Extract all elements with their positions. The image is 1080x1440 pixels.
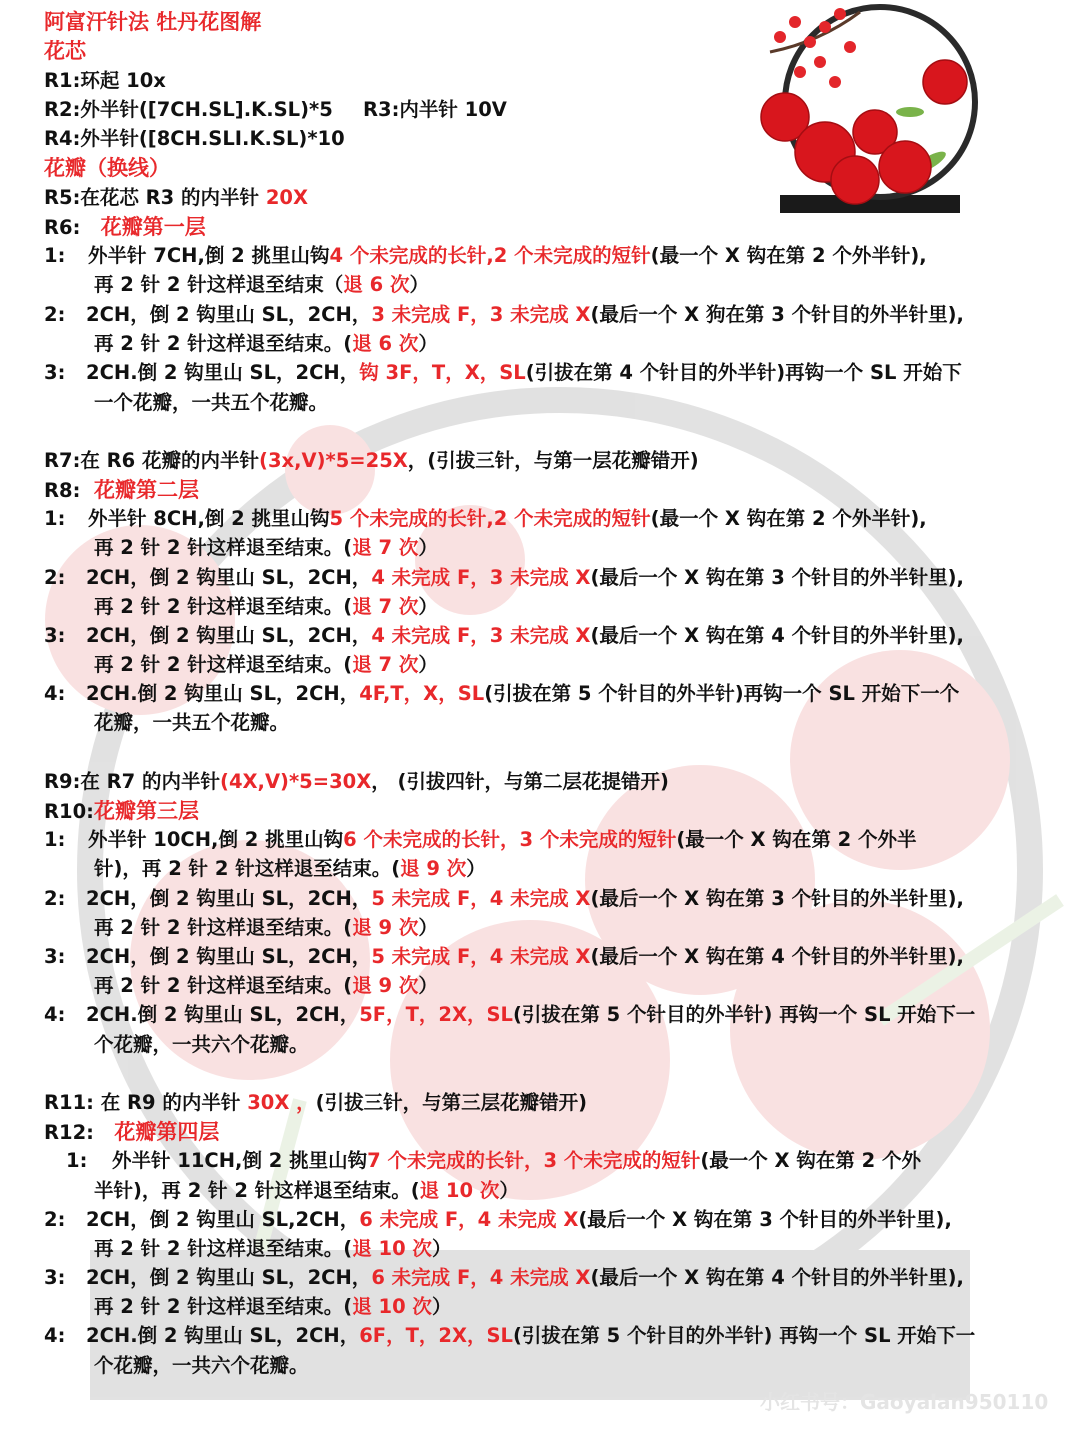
step-number: 2: — [44, 303, 66, 326]
row-r6-heading — [44, 213, 206, 242]
r5-count: 20X — [265, 186, 309, 209]
step-number: 4: — [44, 1324, 66, 1347]
r8-step-1 — [44, 505, 927, 533]
step-highlight: 3 未完成 F，3 未完成 X — [371, 303, 591, 326]
repeat-count: 退 7 次 — [352, 595, 419, 618]
r10-step-3-cont — [94, 972, 438, 1000]
step-highlight: 6 未完成 F，4 未完成 X — [371, 1266, 591, 1289]
r11-note: (引拔三针，与第三层花瓣错开) — [315, 1091, 587, 1114]
repeat-count: 退 9 次 — [400, 857, 467, 880]
row-r11 — [44, 1089, 587, 1117]
step-text: 再 2 针 2 针这样退至结束。( — [94, 1295, 353, 1318]
step-highlight: 5 个未完成的长针,2 个未完成的短针 — [329, 507, 651, 530]
step-text: (最后一个 X 钩在第 4 个针目的外半针里), — [590, 1266, 964, 1289]
step-text: ） — [431, 1295, 452, 1318]
core-heading: 花芯 — [44, 39, 86, 63]
step-text: ） — [418, 974, 438, 997]
repeat-count: 退 6 次 — [343, 273, 410, 296]
repeat-count: 退 10 次 — [419, 1179, 500, 1202]
row-r12-heading — [44, 1118, 219, 1147]
step-text: 再 2 针 2 针这样退至结束。( — [94, 332, 353, 355]
row-r4: R4:外半针([8CH.SLI.K.SL)*10 — [44, 127, 345, 150]
step-text: (最一个 X 钩在第 2 个外半针), — [650, 507, 927, 530]
r9-note: ， (引拔四针，与第二层花提错开) — [371, 770, 669, 793]
step-highlight: 4 未完成 F，3 未完成 X — [371, 624, 591, 647]
row-r10-heading — [44, 797, 199, 826]
step-highlight: 4 未完成 F，3 未完成 X — [371, 566, 591, 589]
r6-step-3 — [44, 359, 962, 387]
r10-step-4 — [44, 1001, 975, 1029]
repeat-count: 退 10 次 — [352, 1295, 432, 1318]
repeat-count: 退 7 次 — [352, 536, 419, 559]
watermark-text: 小红书号：Gaoyalan950110 — [760, 1390, 1049, 1414]
row-r3: R3:内半针 10V — [363, 98, 507, 121]
step-text: 2CH.倒 2 钩里山 SL，2CH， — [86, 682, 360, 705]
step-number: 2: — [44, 1208, 66, 1231]
step-text: 2CH.倒 2 钩里山 SL，2CH， — [86, 1003, 360, 1026]
step-text: ） — [418, 536, 438, 559]
step-text: 2CH，倒 2 钩里山 SL，2CH， — [86, 1266, 372, 1289]
step-text: (最一个 X 钩在第 2 个外半针), — [650, 244, 927, 267]
step-text: (最后一个 X 钩在第 3 个针目的外半针里), — [590, 887, 964, 910]
step-highlight: 5F，T，2X，SL — [359, 1003, 513, 1026]
row-r1: R1:环起 10x — [44, 69, 166, 92]
r12-title: 花瓣第四层 — [114, 1120, 220, 1144]
r10-step-2 — [44, 885, 964, 913]
row-r2: R2:外半针([7CH.SL].K.SL)*5 — [44, 98, 333, 121]
petals-heading: 花瓣（换线） — [44, 156, 170, 180]
r10-label: R10: — [44, 800, 94, 823]
step-text: 再 2 针 2 针这样退至结束。( — [94, 595, 353, 618]
step-text: (最后一个 X 钩在第 4 个针目的外半针里), — [590, 945, 964, 968]
r5-text: R5:在花芯 R3 的内半针 — [44, 186, 266, 209]
r12-step-3 — [44, 1264, 964, 1292]
step-number: 4: — [44, 682, 66, 705]
step-text: ） — [418, 595, 438, 618]
r12-label: R12: — [44, 1121, 94, 1144]
step-text: (最后一个 X 钩在第 3 个针目的外半针里), — [578, 1208, 952, 1231]
step-text: ） — [431, 1237, 452, 1260]
step-highlight: 4F,T，X，SL — [359, 682, 485, 705]
repeat-count: 退 9 次 — [352, 916, 419, 939]
step-text: 再 2 针 2 针这样退至结束。( — [94, 916, 353, 939]
r8-step-3 — [44, 622, 964, 650]
step-text: ） — [418, 653, 438, 676]
step-number: 3: — [44, 1266, 66, 1289]
step-highlight: 5 未完成 F，4 未完成 X — [371, 945, 591, 968]
step-number: 3: — [44, 624, 66, 647]
r7-text: R7:在 R6 花瓣的内半针 — [44, 449, 260, 472]
peony-hoop-photo — [760, 2, 990, 222]
row-r7 — [44, 447, 699, 475]
step-number: 1: — [44, 828, 66, 851]
r12-step-1-cont — [94, 1177, 519, 1205]
step-text: (引拔在第 4 个针目的外半针)再钩一个 SL 开始下 — [525, 361, 962, 384]
step-text: ） — [418, 332, 438, 355]
step-highlight: 6F，T，2X，SL — [359, 1324, 513, 1347]
r8-step-2-cont — [94, 593, 438, 621]
step-text: (最后一个 X 狗在第 3 个针目的外半针里), — [590, 303, 964, 326]
step-text: ） — [409, 273, 429, 296]
step-text: 2CH，倒 2 钩里山 SL，2CH， — [86, 303, 372, 326]
step-text: 外半针 8CH,倒 2 挑里山钩 — [88, 507, 330, 530]
step-text: 2CH.倒 2 钩里山 SL，2CH， — [86, 1324, 360, 1347]
step-text: 2CH，倒 2 钩里山 SL，2CH， — [86, 624, 372, 647]
r11-text: R11: 在 R9 的内半针 — [44, 1091, 248, 1114]
row-r8-heading — [44, 476, 199, 505]
step-text: 再 2 针 2 针这样退至结束。( — [94, 974, 353, 997]
r8-label: R8: — [44, 479, 81, 502]
step-text: ） — [499, 1179, 519, 1202]
step-number: 3: — [44, 945, 66, 968]
r6-step-2-cont — [94, 330, 438, 358]
step-text: 外半针 11CH,倒 2 挑里山钩 — [112, 1149, 368, 1172]
r8-step-1-cont — [94, 534, 438, 562]
r8-step-4-cont: 花瓣，一共五个花瓣。 — [94, 711, 290, 734]
step-text: (最后一个 X 钩在第 4 个针目的外半针里), — [590, 624, 964, 647]
r6-label: R6: — [44, 216, 81, 239]
row-r5 — [44, 184, 308, 212]
r6-step-1 — [44, 242, 927, 270]
r8-step-3-cont — [94, 651, 438, 679]
step-text: 针)，再 2 针 2 针这样退至结束。( — [94, 857, 401, 880]
document-title: 阿富汗针法 牡丹花图解 — [44, 10, 262, 34]
r12-step-3-cont — [94, 1293, 451, 1321]
step-number: 1: — [66, 1149, 88, 1172]
step-text: 2CH.倒 2 钩里山 SL，2CH， — [86, 361, 360, 384]
r7-formula: (3x,V)*5=25X — [259, 449, 408, 472]
step-number: 2: — [44, 566, 66, 589]
step-text: 外半针 7CH,倒 2 挑里山钩 — [88, 244, 330, 267]
r12-step-1 — [66, 1147, 921, 1175]
r10-step-1-cont — [94, 855, 486, 883]
step-number: 1: — [44, 507, 66, 530]
step-text: 半针)，再 2 针 2 针这样退至结束。( — [94, 1179, 420, 1202]
r10-step-1 — [44, 826, 917, 854]
step-highlight: 4 个未完成的长针,2 个未完成的短针 — [329, 244, 651, 267]
r12-step-4-cont: 个花瓣，一共六个花瓣。 — [94, 1354, 309, 1377]
step-number: 2: — [44, 887, 66, 910]
r12-step-2 — [44, 1206, 952, 1234]
step-highlight: 钩 3F，T，X，SL — [359, 361, 526, 384]
step-text: 外半针 10CH,倒 2 挑里山钩 — [88, 828, 344, 851]
step-number: 1: — [44, 244, 66, 267]
step-text: 2CH，倒 2 钩里山 SL，2CH， — [86, 887, 372, 910]
step-number: 4: — [44, 1003, 66, 1026]
r9-text: R9:在 R7 的内半针 — [44, 770, 221, 793]
r8-step-2 — [44, 564, 964, 592]
r6-step-1-cont — [94, 271, 429, 299]
step-text: (引拔在第 5 个针目的外半针)再钩一个 SL 开始下一个 — [484, 682, 960, 705]
r8-title: 花瓣第二层 — [93, 478, 199, 502]
repeat-count: 退 9 次 — [352, 974, 419, 997]
step-text: 再 2 针 2 针这样退至结束。( — [94, 653, 353, 676]
row-r9 — [44, 768, 669, 796]
step-highlight: 6 个未完成的长针，3 个未完成的短针 — [343, 828, 677, 851]
repeat-count: 退 6 次 — [352, 332, 419, 355]
step-text: (最一个 X 钩在第 2 个外 — [700, 1149, 921, 1172]
r9-formula: (4X,V)*5=30X — [220, 770, 372, 793]
r12-step-4 — [44, 1322, 975, 1350]
step-text: (引拔在第 5 个针目的外半针) 再钩一个 SL 开始下一 — [512, 1003, 976, 1026]
r8-step-4 — [44, 680, 959, 708]
r12-step-2-cont — [94, 1235, 451, 1263]
step-highlight: 5 未完成 F，4 未完成 X — [371, 887, 591, 910]
r6-step-2 — [44, 301, 964, 329]
step-highlight: 7 个未完成的长针，3 个未完成的短针 — [367, 1149, 701, 1172]
r11-count: 30X ， — [247, 1091, 316, 1114]
r10-step-3 — [44, 943, 964, 971]
step-number: 3: — [44, 361, 66, 384]
r6-step-3-cont: 一个花瓣，一共五个花瓣。 — [94, 391, 329, 414]
r7-note: ，(引拔三针，与第一层花瓣错开) — [407, 449, 699, 472]
r10-step-2-cont — [94, 914, 438, 942]
r10-step-4-cont: 个花瓣，一共六个花瓣。 — [94, 1033, 309, 1056]
step-text: (最一个 X 钩在第 2 个外半 — [676, 828, 917, 851]
step-text: 再 2 针 2 针这样退至结束。( — [94, 1237, 353, 1260]
step-text: (引拔在第 5 个针目的外半针) 再钩一个 SL 开始下一 — [512, 1324, 976, 1347]
step-text: 再 2 针 2 针这样退至结束（ — [94, 273, 344, 296]
step-text: (最后一个 X 钩在第 3 个针目的外半针里), — [590, 566, 964, 589]
r10-title: 花瓣第三层 — [93, 799, 199, 823]
step-highlight: 6 未完成 F，4 未完成 X — [359, 1208, 579, 1231]
step-text: ） — [418, 916, 438, 939]
step-text: ） — [466, 857, 486, 880]
step-text: 2CH，倒 2 钩里山 SL，2CH， — [86, 566, 372, 589]
repeat-count: 退 10 次 — [352, 1237, 432, 1260]
repeat-count: 退 7 次 — [352, 653, 419, 676]
step-text: 再 2 针 2 针这样退至结束。( — [94, 536, 353, 559]
r6-title: 花瓣第一层 — [100, 215, 206, 239]
step-text: 2CH，倒 2 钩里山 SL，2CH， — [86, 945, 372, 968]
step-text: 2CH，倒 2 钩里山 SL,2CH， — [86, 1208, 360, 1231]
